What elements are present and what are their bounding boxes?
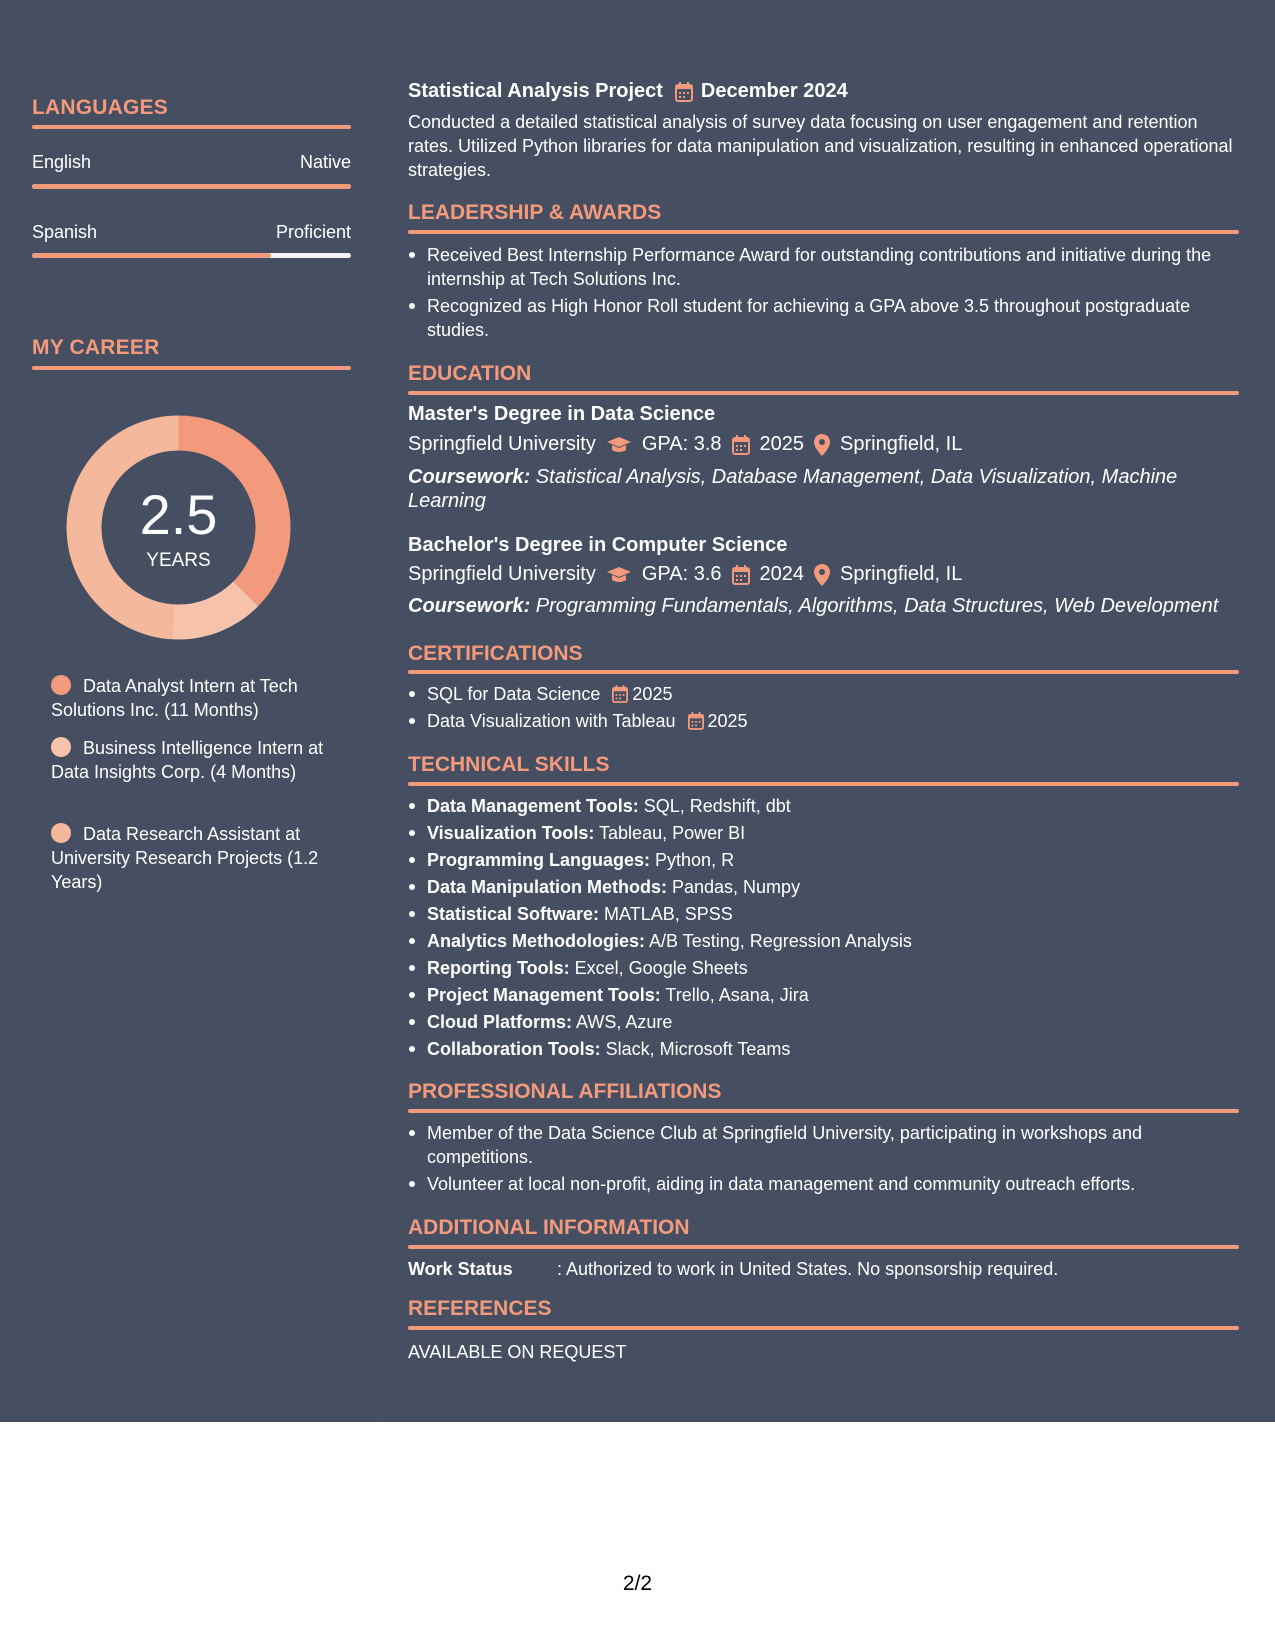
degree-coursework — [408, 465, 1239, 513]
affiliations-rule — [408, 1109, 1239, 1113]
legend-dot-icon — [51, 675, 71, 695]
calendar-icon — [688, 712, 704, 730]
degree-meta — [408, 433, 962, 456]
project-title: Statistical Analysis Project — [408, 80, 663, 102]
skill-label: Programming Languages: — [427, 850, 651, 870]
languages-heading: LANGUAGES — [32, 96, 168, 119]
skill-value: MATLAB, SPSS — [599, 904, 733, 924]
language-proficiency-fill — [32, 184, 351, 189]
career-rule — [32, 366, 351, 370]
language-name: Spanish — [32, 222, 98, 242]
skill-value: SQL, Redshift, dbt — [638, 796, 791, 816]
skill-label: Visualization Tools: — [427, 823, 595, 843]
certification-year: 2025 — [707, 711, 748, 731]
coursework-text: Programming Fundamentals, Algorithms, Data Structures, Web Development — [530, 595, 1219, 617]
skill-item — [408, 983, 1239, 1007]
skill-item — [408, 929, 1239, 953]
language-name: English — [32, 152, 92, 172]
graduation-cap-icon — [606, 566, 632, 584]
location-pin-icon — [814, 564, 830, 586]
leadership-rule — [408, 230, 1239, 234]
career-legend-text: Data Research Assistant at University Research Projects (1.2 Years) — [51, 824, 319, 892]
calendar-icon — [732, 565, 750, 585]
leadership-list — [408, 243, 1239, 342]
degree-title: Bachelor's Degree in Computer Science — [408, 534, 788, 556]
degree-coursework — [408, 594, 1239, 618]
work-status-row — [408, 1257, 1058, 1281]
language-proficiency-fill — [32, 253, 271, 258]
list-item — [408, 709, 1239, 733]
skill-value: Excel, Google Sheets — [569, 958, 748, 978]
calendar-icon — [675, 82, 693, 102]
additional-rule — [408, 1245, 1239, 1249]
project-header — [408, 80, 848, 103]
coursework-text: Statistical Analysis, Database Management, Data Visualization, Machine Learning — [408, 466, 1178, 512]
skill-label: Collaboration Tools: — [427, 1039, 601, 1059]
work-status-value: : Authorized to work in United States. No sponsorship required. — [557, 1259, 1059, 1279]
references-text: AVAILABLE ON REQUEST — [408, 1342, 627, 1362]
career-donut-chart — [66, 415, 291, 640]
column-divider — [382, 0, 383, 1422]
skill-label: Cloud Platforms: — [427, 1012, 573, 1032]
work-status-label: Work Status — [408, 1259, 513, 1279]
certifications-list — [408, 682, 1239, 733]
legend-dot-icon — [51, 823, 71, 843]
certifications-rule — [408, 670, 1239, 674]
skill-value: Pandas, Numpy — [667, 877, 801, 897]
career-legend-item — [51, 822, 331, 894]
project-date: December 2024 — [700, 80, 848, 102]
list-item: Recognized as High Honor Roll student for achieving a GPA above 3.5 throughout postgraduate studies. — [408, 294, 1239, 342]
degree-gpa: GPA: 3.8 — [641, 433, 722, 455]
skills-rule — [408, 782, 1239, 786]
skill-item — [408, 821, 1239, 845]
degree-year: 2025 — [759, 433, 805, 455]
graduation-cap-icon — [606, 436, 632, 454]
skill-item — [408, 848, 1239, 872]
skill-item — [408, 956, 1239, 980]
language-level: Proficient — [275, 222, 351, 242]
skills-heading: TECHNICAL SKILLS — [408, 753, 610, 776]
list-item: Received Best Internship Performance Award for outstanding contributions and initiative during the internship at Tech Solutions Inc. — [408, 243, 1239, 291]
skill-value: AWS, Azure — [572, 1012, 673, 1032]
career-legend-item — [51, 736, 331, 784]
skill-value: Python, R — [650, 850, 735, 870]
career-heading: MY CAREER — [32, 336, 160, 359]
degree-location: Springfield, IL — [840, 433, 963, 455]
calendar-icon — [732, 435, 750, 455]
skill-value: Tableau, Power BI — [594, 823, 746, 843]
list-item: Volunteer at local non-profit, aiding in data management and community outreach efforts. — [408, 1172, 1239, 1196]
skill-value: Trello, Asana, Jira — [660, 985, 809, 1005]
certification-name: Data Visualization with Tableau — [427, 711, 676, 731]
skill-label: Data Manipulation Methods: — [427, 877, 667, 897]
skill-label: Reporting Tools: — [427, 958, 570, 978]
leadership-heading: LEADERSHIP & AWARDS — [408, 201, 662, 224]
skill-value: A/B Testing, Regression Analysis — [645, 931, 912, 951]
references-rule — [408, 1326, 1239, 1330]
references-heading: REFERENCES — [408, 1297, 552, 1320]
page-number: 2/2 — [622, 1572, 653, 1595]
certification-name: SQL for Data Science — [427, 684, 601, 704]
education-heading: EDUCATION — [408, 362, 532, 385]
coursework-label: Coursework: — [408, 595, 531, 617]
list-item — [408, 682, 1239, 706]
skill-item — [408, 902, 1239, 926]
language-row — [32, 222, 351, 243]
degree-gpa: GPA: 3.6 — [641, 563, 722, 585]
calendar-icon — [612, 685, 628, 703]
legend-dot-icon — [51, 737, 71, 757]
degree-title: Master's Degree in Data Science — [408, 403, 716, 425]
list-item: Member of the Data Science Club at Springfield University, participating in workshops and competitions. — [408, 1121, 1239, 1169]
language-proficiency-bar — [32, 184, 351, 189]
skill-value: Slack, Microsoft Teams — [600, 1039, 791, 1059]
degree-school: Springfield University — [408, 433, 596, 455]
language-level: Native — [299, 152, 351, 172]
education-rule — [408, 391, 1239, 395]
skill-item — [408, 794, 1239, 818]
skill-label: Statistical Software: — [427, 904, 600, 924]
languages-rule — [32, 125, 351, 129]
skill-item — [408, 1037, 1239, 1061]
location-pin-icon — [814, 434, 830, 456]
degree-school: Springfield University — [408, 563, 596, 585]
degree-location: Springfield, IL — [840, 563, 963, 585]
career-total-unit: YEARS — [146, 550, 211, 571]
affiliations-list — [408, 1121, 1239, 1196]
affiliations-heading: PROFESSIONAL AFFILIATIONS — [408, 1080, 722, 1103]
project-description: Conducted a detailed statistical analysis of survey data focusing on user engagement and retention rates. Utilized Python libraries for data manipulation and visualization, resulting in enhanced operational strategies. — [408, 112, 1233, 180]
degree-meta — [408, 563, 962, 586]
career-total-value: 2.5 — [139, 483, 218, 546]
coursework-label: Coursework: — [408, 466, 531, 488]
degree-year: 2024 — [759, 563, 805, 585]
career-legend-item — [51, 674, 331, 722]
skill-item — [408, 875, 1239, 899]
skill-item — [408, 1010, 1239, 1034]
skill-label: Analytics Methodologies: — [427, 931, 646, 951]
additional-heading: ADDITIONAL INFORMATION — [408, 1216, 690, 1239]
language-proficiency-bar — [32, 253, 351, 258]
career-legend-text: Data Analyst Intern at Tech Solutions Inc. (11 Months) — [51, 676, 298, 720]
skill-label: Data Management Tools: — [427, 796, 639, 816]
certification-year: 2025 — [632, 684, 673, 704]
skill-label: Project Management Tools: — [427, 985, 661, 1005]
language-row — [32, 152, 351, 173]
skills-list — [408, 794, 1239, 1061]
certifications-heading: CERTIFICATIONS — [408, 642, 583, 665]
career-legend-text: Business Intelligence Intern at Data Insights Corp. (4 Months) — [51, 738, 324, 782]
